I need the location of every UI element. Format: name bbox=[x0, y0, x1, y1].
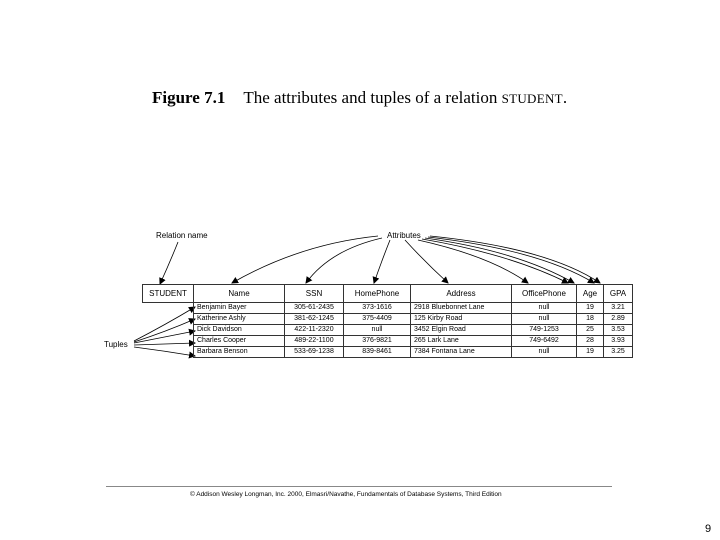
relation-name-label: Relation name bbox=[156, 231, 208, 240]
tuple-row bbox=[143, 347, 633, 358]
row-spacer bbox=[143, 303, 194, 314]
tuple-value: Barbara Benson bbox=[194, 347, 285, 358]
row-spacer bbox=[143, 347, 194, 358]
tuple-row bbox=[143, 336, 633, 347]
tuple-value: 376-9821 bbox=[344, 336, 411, 347]
figure-caption: The attributes and tuples of a relation bbox=[243, 88, 498, 107]
attributes-label: Attributes bbox=[387, 231, 421, 240]
tuple-value: 25 bbox=[577, 325, 604, 336]
row-spacer bbox=[143, 325, 194, 336]
tuple-row bbox=[143, 303, 633, 314]
tuple-value: 305-61-2435 bbox=[285, 303, 344, 314]
tuple-value: 3.21 bbox=[604, 303, 633, 314]
figure-period: . bbox=[562, 88, 568, 107]
figure-number: Figure 7.1 bbox=[152, 88, 226, 107]
tuple-row bbox=[143, 314, 633, 325]
tuple-value: 3452 Elgin Road bbox=[411, 325, 512, 336]
attribute-header: Name bbox=[194, 285, 285, 303]
relation-name-cell: STUDENT bbox=[143, 285, 194, 303]
tuple-value: 19 bbox=[577, 347, 604, 358]
figure-relation-name: STUDENT bbox=[501, 91, 563, 106]
attribute-header: SSN bbox=[285, 285, 344, 303]
tuple-value: Dick Davidson bbox=[194, 325, 285, 336]
tuple-value: 19 bbox=[577, 303, 604, 314]
tuple-value: 381-62-1245 bbox=[285, 314, 344, 325]
copyright-footer: © Addison Wesley Longman, Inc. 2000, Elmasri/Navathe, Fundamentals of Database Systems, Third Edition bbox=[190, 491, 502, 498]
attr-arrow-address bbox=[405, 240, 448, 283]
tuple-value: 125 Kirby Road bbox=[411, 314, 512, 325]
tuple-value: 7384 Fontana Lane bbox=[411, 347, 512, 358]
row-spacer bbox=[143, 314, 194, 325]
tuple-value: null bbox=[512, 314, 577, 325]
tuple-value: 373-1616 bbox=[344, 303, 411, 314]
tuple-value: Katherine Ashly bbox=[194, 314, 285, 325]
tuple-value: 3.25 bbox=[604, 347, 633, 358]
tuple-value: Charles Cooper bbox=[194, 336, 285, 347]
tuple-value: 839-8461 bbox=[344, 347, 411, 358]
attr-arrow-name bbox=[232, 236, 378, 283]
tuple-value: 375-4409 bbox=[344, 314, 411, 325]
tuple-value: 265 Lark Lane bbox=[411, 336, 512, 347]
tuple-value: 2.89 bbox=[604, 314, 633, 325]
tuple-value: 18 bbox=[577, 314, 604, 325]
tuple-value: 422-11-2320 bbox=[285, 325, 344, 336]
tuple-value: 749-1253 bbox=[512, 325, 577, 336]
tuple-value: null bbox=[512, 347, 577, 358]
tuple-value: 2918 Bluebonnet Lane bbox=[411, 303, 512, 314]
attribute-header: OfficePhone bbox=[512, 285, 577, 303]
attribute-header: HomePhone bbox=[344, 285, 411, 303]
row-spacer bbox=[143, 336, 194, 347]
attribute-header: Address bbox=[411, 285, 512, 303]
tuple-value: 3.93 bbox=[604, 336, 633, 347]
attribute-header: GPA bbox=[604, 285, 633, 303]
attr-arrow-homephone bbox=[374, 240, 390, 283]
page-number: 9 bbox=[705, 523, 712, 535]
tuple-value: null bbox=[344, 325, 411, 336]
attr-arrow-age-b bbox=[425, 238, 574, 283]
tuple-row bbox=[143, 325, 633, 336]
attr-arrow-ssn bbox=[306, 238, 382, 283]
tuple-value: 749-6492 bbox=[512, 336, 577, 347]
tuple-value: 489-22-1100 bbox=[285, 336, 344, 347]
relation-name-arrow bbox=[160, 242, 178, 284]
tuple-value: null bbox=[512, 303, 577, 314]
attribute-header: Age bbox=[577, 285, 604, 303]
tuple-value: 3.53 bbox=[604, 325, 633, 336]
student-relation-table bbox=[142, 284, 633, 358]
tuple-value: 533-69-1238 bbox=[285, 347, 344, 358]
footer-divider bbox=[106, 486, 612, 487]
tuples-label: Tuples bbox=[104, 340, 128, 349]
tuple-value: Benjamin Bayer bbox=[194, 303, 285, 314]
table-header-row bbox=[143, 285, 633, 303]
tuple-value: 28 bbox=[577, 336, 604, 347]
